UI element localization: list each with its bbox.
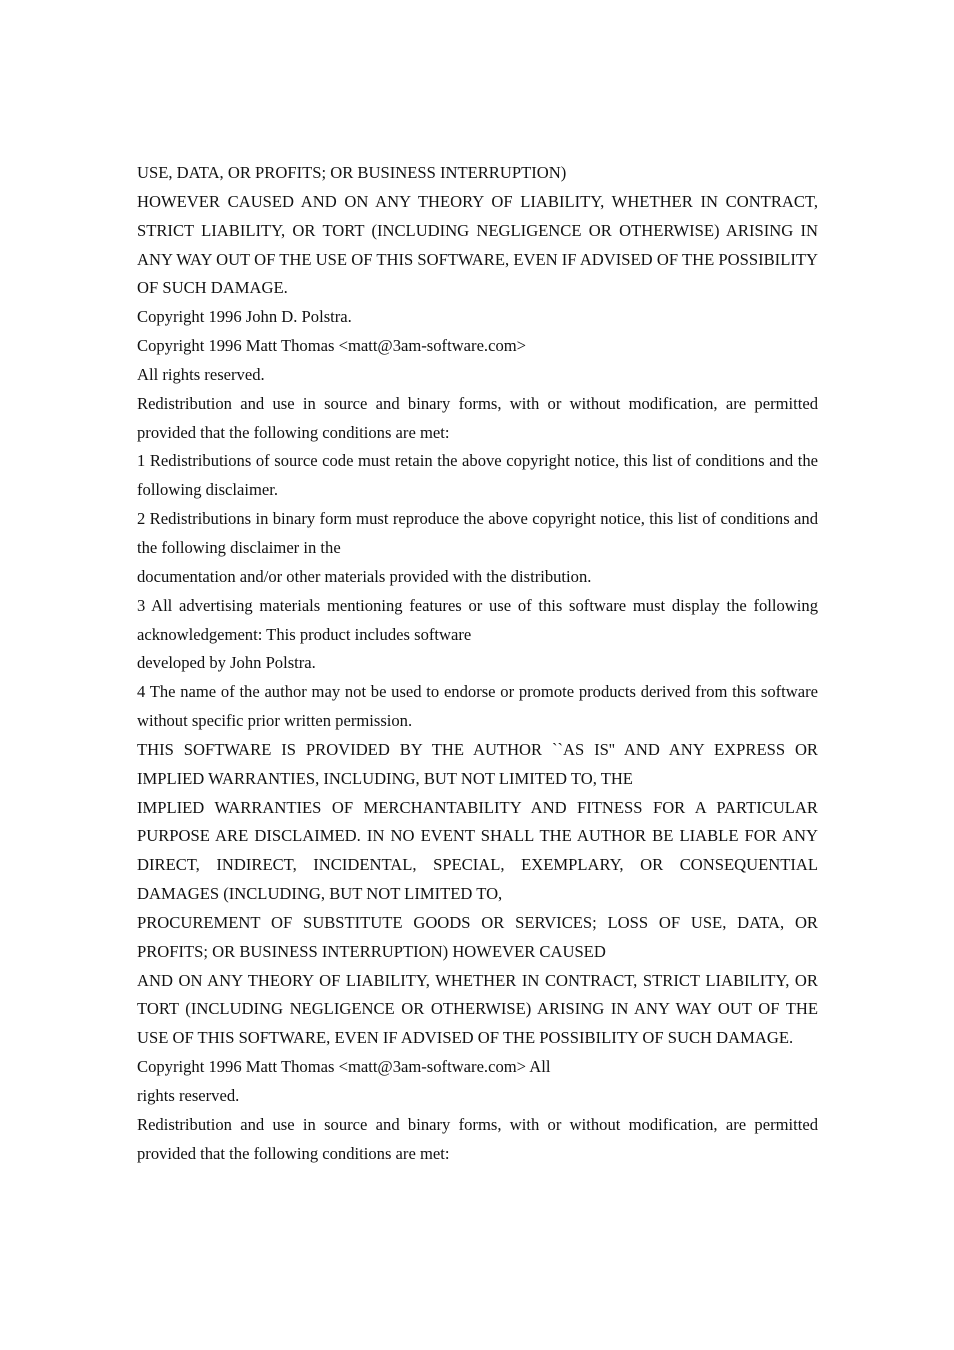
paragraph-9: documentation and/or other materials provided with the distribution. (137, 566, 592, 586)
paragraph-15: PROCUREMENT OF SUBSTITUTE GOODS OR SERVICES; LOSS OF USE, DATA, OR PROFITS; OR BUSINESS INTERRUPTION) HOWEVER CAUSED (137, 912, 818, 961)
paragraph-2: HOWEVER CAUSED AND ON ANY THEORY OF LIABILITY, WHETHER IN CONTRACT, STRICT LIABILITY, OR TORT (INCLUDING NEGLIGENCE OR OTHERWISE) ARISING IN ANY WAY OUT OF THE USE OF THIS SOFTWARE, EVEN IF ADVISED OF THE POSSIBILITY OF SUCH DAMAGE. (137, 191, 818, 298)
paragraph-11: developed by John Polstra. (137, 653, 316, 673)
paragraph-3: Copyright 1996 John D. Polstra. (137, 307, 352, 327)
paragraph-18: rights reserved. (137, 1086, 240, 1105)
paragraph-7: 1 Redistributions of source code must retain the above copyright notice, this list of conditions and the following disclaimer. (137, 451, 818, 500)
paragraph-1: USE, DATA, OR PROFITS; OR BUSINESS INTERRUPTION) (137, 163, 567, 182)
paragraph-8: 2 Redistributions in binary form must reproduce the above copyright notice, this list of conditions and the following disclaimer in the (137, 509, 818, 557)
paragraph-13: THIS SOFTWARE IS PROVIDED BY THE AUTHOR ``AS IS'' AND ANY EXPRESS OR IMPLIED WARRANTIES, INCLUDING, BUT NOT LIMITED TO, THE (137, 739, 818, 788)
paragraph-10: 3 All advertising materials mentioning features or use of this software must display the following acknowledgement: This product includes software (137, 595, 818, 644)
paragraph-12: 4 The name of the author may not be used to endorse or promote products derived from this software without specific prior written permission. (137, 682, 818, 731)
paragraph-16: AND ON ANY THEORY OF LIABILITY, WHETHER IN CONTRACT, STRICT LIABILITY, OR TORT (INCLUDING NEGLIGENCE OR OTHERWISE) ARISING IN ANY WAY OUT OF THE USE OF THIS SOFTWARE, EVEN IF ADVISED OF THE POSSIBILITY OF SUCH DAMAGE. (137, 970, 818, 1048)
license-text (137, 159, 818, 1169)
paragraph-17: Copyright 1996 Matt Thomas <matt@3am-software.com> All (137, 1057, 551, 1077)
paragraph-6: Redistribution and use in source and binary forms, with or without modification, are permitted provided that the following conditions are met: (137, 393, 818, 442)
paragraph-19: Redistribution and use in source and binary forms, with or without modification, are permitted provided that the following conditions are met: (137, 1114, 818, 1163)
paragraph-4: Copyright 1996 Matt Thomas <matt@3am-software.com> (137, 336, 527, 356)
paragraph-5: All rights reserved. (137, 364, 265, 384)
paragraph-14: IMPLIED WARRANTIES OF MERCHANTABILITY AND FITNESS FOR A PARTICULAR PURPOSE ARE DISCLAIMED. IN NO EVENT SHALL THE AUTHOR BE LIABLE FOR ANY DIRECT, INDIRECT, INCIDENTAL, SPECIAL, EXEMPLARY, OR CONSEQUENTIAL DAMAGES (INCLUDING, BUT NOT LIMITED TO, (137, 797, 818, 904)
